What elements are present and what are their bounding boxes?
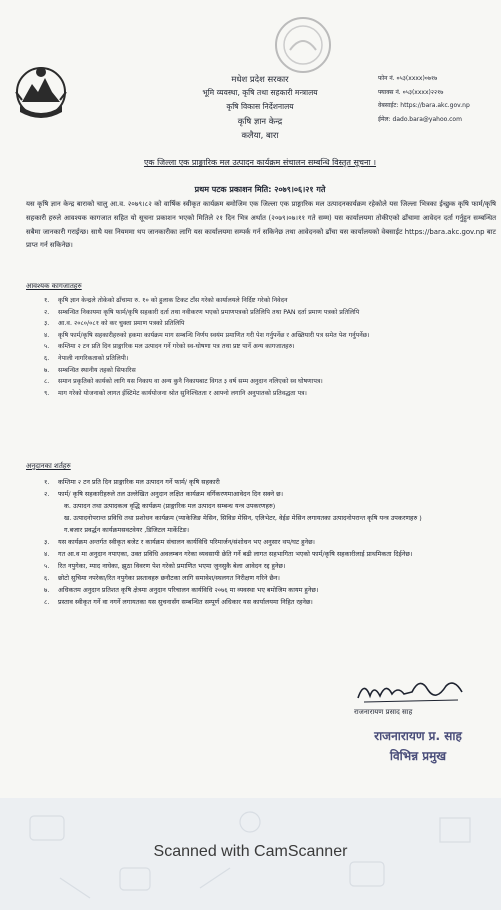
list-item-number: ७. (44, 586, 50, 594)
list-item (44, 572, 494, 584)
list-item (44, 353, 494, 365)
list-item (44, 365, 494, 377)
list-item (44, 341, 494, 353)
list-item-text: कम्तिमा २ टन प्रति दिन प्राङ्गारिक मल उत्पादन गर्ने फार्म/ कृषि सहकारी (58, 478, 220, 486)
conditions-heading: अनुदानका शर्तहरु (26, 462, 71, 470)
contact-fax: फ्याक्स नं. ०५३(xxxx)२२१७ (378, 88, 444, 96)
stamp-line-1: राजनारायण प्र. साह (374, 729, 462, 743)
list-item-text: प्रस्ताव स्वीकृत गर्ने वा नगर्ने लगायतका यस सुचनासँग सम्बन्धित सम्पूर्ण अधिकार यस कार्यालयमा निहित रहनेछ। (58, 598, 313, 606)
stamp-line-2: विभिन्न प्रमुख (389, 749, 447, 763)
list-item-number: ६. (44, 574, 50, 582)
list-item (44, 476, 494, 488)
office-line-directorate: कृषि विकास निर्देशनालय (226, 102, 294, 111)
list-item (44, 388, 494, 400)
list-item-number: १. (44, 297, 50, 304)
documents-heading: आवश्यक कागजातहरु (26, 282, 82, 290)
list-item-text: आ.व. २०८०/०८१ को कर चुक्ता प्रमाण पत्रको प्रतिलिपि (58, 320, 185, 328)
list-item-text: गत आ.व मा अनुदान नपाएका, उक्त प्रविधि अवलम्बन गरेका व्यवसायी छेति गर्ने बढी लागत सहभागिता भएको फार्म/कृषि सहकारीलाई प्राथमिकता दिईनेछ। (58, 550, 413, 558)
contact-phone: फोन नं. ०५३(xxxx)०७१७ (378, 75, 438, 82)
list-item-text: अधिकतम अनुदान प्रतिशत कृषि क्षेत्रमा अनुदान परिचालन कार्यविधि २०७६ मा व्यवस्था भए बमोजिम कायम हुनेछ। (58, 586, 319, 594)
list-item-text: कम्तिमा २ टन प्रति दिन प्राङ्गारिक मल उत्पादन गर्ने गरेको स्व-घोषणा पत्र तथा प्रष्ट पार्ने अन्य कागजातहरु। (58, 343, 295, 351)
list-item-text: समान प्रकृतिको कार्यको लागि यस निकाय वा अन्य कुनै निकायबाट विगत ३ वर्ष सम्म अनुदान नलिएको स्व घोषणापत्र। (58, 378, 323, 386)
list-item (44, 307, 494, 319)
list-item-number: ४. (44, 331, 50, 339)
list-item-number: ८. (44, 598, 50, 606)
list-item-text: यस कार्यक्रम अन्तर्गत स्वीकृत बजेट र कार्यक्रम संचालन कार्यविधि परिमार्जन/संशोधन भए अनुसार थप/घट हुनेछ। (58, 538, 315, 546)
list-item (44, 488, 494, 500)
list-item (44, 596, 494, 608)
list-subitem: ग.बजार प्रवर्द्धन कार्यक्रमसवटवेयर ,डिजिटल मार्केटिङ। (64, 526, 190, 534)
list-item-number: १. (44, 478, 50, 486)
office-line-province: मधेश प्रदेश सरकार (231, 74, 289, 84)
list-subitem: क. उत्पादन तथा उत्पादकत्व वृद्धि कार्यक्रम (प्राङ्गारिक मल उत्पादन सम्बन्ध यन्त्र उपकरणहरु) (64, 502, 276, 510)
list-item-text: फार्म/ कृषि सहकारीहरुले तल उल्लेखित अनुदान लक्षित कार्यक्रम वर्गिकरणमाआवेदन दिन सक्ने छ। (58, 490, 284, 498)
contact-info (378, 72, 498, 126)
list-item-text: सम्बन्धित स्थानीय तहको सिफारिस (58, 366, 136, 374)
list-item-number: ९. (44, 389, 50, 397)
handwritten-signature (350, 672, 470, 708)
list-item-text: कृषि फार्म/कृषि सहकारीहरुको हकमा कार्यक्रम माग सम्बन्धि निर्णय स्वयंम प्रमाणित गरी पेश गर्नुपर्नेछ र अख्तियारी पत्र समेत पेश गर्नुपर्नेछ। (58, 331, 370, 339)
publish-date: प्रथम पटक प्रकाशन मिति: २०७९।०६।२१ गते (194, 185, 326, 194)
list-item-number: ५. (44, 562, 50, 570)
official-stamp (362, 722, 474, 766)
list-item-text: माग गरेको योजनाको लागत ईस्टिमेट कार्ययोजना श्रोत सुनिश्चितता र आफ्नो लगानि अनुपातको प्रतिवद्धता पत्र। (58, 389, 307, 397)
list-item-number: ५. (44, 343, 50, 351)
list-item-number: ३. (44, 538, 50, 546)
signatory-name: राजनारायण प्रसाद साह (354, 708, 413, 716)
list-item-number: ६. (44, 354, 50, 362)
list-item (44, 295, 494, 307)
office-logo-icon (272, 14, 334, 76)
office-line-location: कलैया, बारा (241, 130, 279, 140)
conditions-list (44, 476, 494, 608)
contact-email: ईमेल: dado.bara@yahoo.com (378, 115, 462, 123)
list-item-number: ७. (44, 366, 50, 374)
list-item-number: २. (44, 490, 50, 498)
list-item-number: ४. (44, 550, 50, 558)
notice-title: एक जिल्ला एक प्राङ्गारिक मल उत्पादन कार्यक्रम संचालन सम्बन्धि विस्तृत सूचना । (143, 158, 377, 167)
office-line-center: कृषि ज्ञान केन्द्र (237, 116, 283, 126)
list-item-text: कृषि ज्ञान केन्द्रले तोकेको ढाँचामा रु. १० को हुलाक टिकट टाँस गरेको कार्यालयले निर्दिष्ट गरेको निवेदन (58, 297, 288, 304)
nepal-emblem-icon (12, 62, 70, 128)
list-item (44, 548, 494, 560)
list-item-number: ३. (44, 320, 50, 328)
list-item (44, 318, 494, 330)
list-item (44, 330, 494, 342)
list-item (44, 560, 494, 572)
list-item-text: सम्बन्धित निकायमा कृषि फार्म/कृषि सहकारी दर्ता तथा नवीकरण भएको प्रमाणपत्रको प्रतिलिपि तथा PAN दर्ता प्रमाण पत्रको प्रतिलिपि (58, 308, 360, 316)
camscanner-label: Scanned with CamScanner (153, 843, 348, 860)
list-item (44, 376, 494, 388)
contact-website: वेबसाईट: https://bara.akc.gov.np (378, 102, 470, 109)
list-subitem: ख. उत्पादनोपरान्त प्रविधि तथा प्रशोधन कार्यक्रम (प्याकेजिङ मेसिन, सिविङ मेसिन, एलिभेटर, वेईङ मेसिन लगायतका उत्पादनोपरान्त कृषि यन्त्र उपकरणहरु ) (64, 514, 422, 522)
list-item-text: छोटो सुचिमा नपरेका/रित नपुगेका प्रस्तावहरु छनौटका लागि समावेश/स्थलगत निरीक्षण गरिने छैन। (58, 574, 280, 582)
list-item-text: रित नपुगेका, म्याद नाघेका, झुठा विवरण पेश गरेको प्रमाणित भएमा जुनसुकै बेला आवेदन रद्द हुनेछ। (58, 562, 286, 570)
office-line-ministry: भूमि व्यवस्था, कृषि तथा सहकारी मन्त्रालय (202, 88, 318, 97)
list-item (44, 536, 494, 548)
list-item-number: ८. (44, 378, 50, 386)
list-item-text: नेपाली नागरिकताको प्रतिलिपी। (58, 354, 129, 362)
office-heading (150, 72, 370, 142)
intro-paragraph: यस कृषि ज्ञान केन्द्र बाराको चालु आ.व. २०७९।८२ को वार्षिक स्वीकृत कार्यक्रम बमोजिम एक जिल्ला एक प्राङ्गारिक मल उत्पादनकार्यक्रम रहेकोले यस जिल्ला भित्रका ईच्छुक कृषि फार्म/कृषि सहकारी हरुले आवश्यक कागजात सहित यो सूचना प्रकाशन भएको मितिले २१ दिन भित्र अर्थात (२०७९।०७।११ गते सम्म) यस कार्यालयमा तोकीएको ढाँचामा आवेदन दर्ता गर्नुहुन सम्बन्धित सबैमा जानकारी गराईन्छ। साथै यस नियममा थप जानकारीका लागि यस कार्यालयमा सम्पर्क गर्न सकिनेछ तथा आवेदनको ढाँचा यस कार्यालयको वेबसाईट https://bara.akc.gov.np बाट प्राप्त गर्न सकिनेछ। (26, 200, 496, 250)
documents-list (44, 295, 494, 399)
list-item (44, 584, 494, 596)
list-item-number: २. (44, 308, 50, 316)
